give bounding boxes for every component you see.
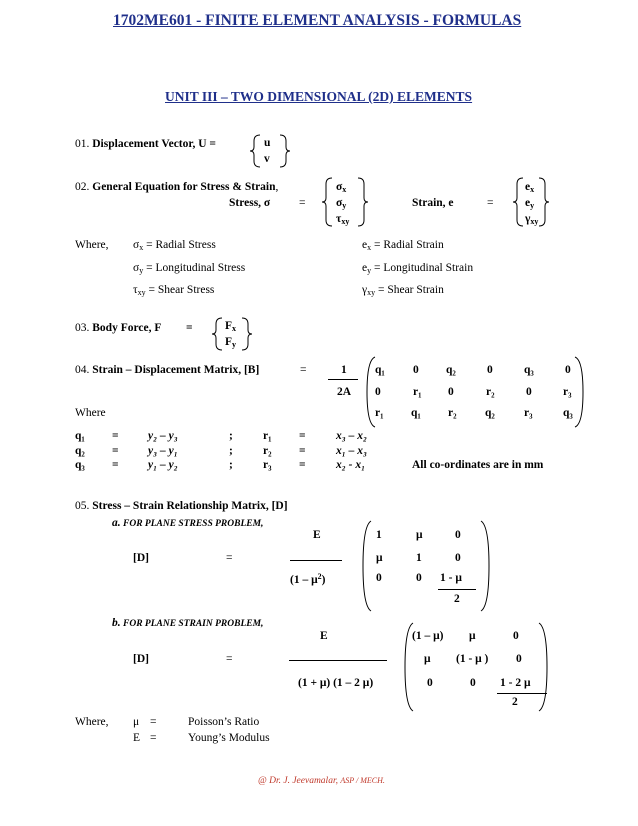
d-cell: 1 - μ bbox=[440, 572, 462, 584]
section-03-heading: 03. Body Force, F bbox=[75, 322, 162, 334]
plane-stress-denominator: $(1 - \mu^2)$ bbox=[290, 572, 326, 586]
strain-equals: = bbox=[487, 197, 494, 209]
b-cell: q₂ bbox=[485, 407, 495, 419]
d-cell: 0 bbox=[427, 677, 433, 689]
def-equals: = bbox=[299, 459, 306, 471]
stress-label: Stress, σ bbox=[229, 197, 271, 209]
force-fx: $F_x$ bbox=[225, 320, 237, 333]
d-cell: μ bbox=[469, 630, 476, 642]
b-matrix-brackets bbox=[365, 356, 585, 428]
section-02-heading: 02. General Equation for Stress & Strain, bbox=[75, 181, 279, 193]
plane-stress-lhs: [D] bbox=[133, 552, 149, 564]
d-cell-fraction-bar bbox=[438, 589, 476, 590]
footer-role: ASP / MECH. bbox=[340, 776, 385, 785]
b-cell: q₁ bbox=[411, 407, 421, 419]
q3-value: y₁ – y₂ bbox=[148, 459, 178, 471]
q3-symbol: q₃ bbox=[75, 459, 85, 471]
mu-equals: = bbox=[150, 716, 157, 728]
def-equals: = bbox=[299, 430, 306, 442]
vector-v: v bbox=[264, 153, 270, 165]
b-cell: 0 bbox=[565, 364, 571, 376]
plane-strain-denominator: (1 + μ) (1 – 2 μ) bbox=[298, 677, 374, 689]
r2-value: x₁ – x₃ bbox=[336, 445, 368, 457]
b-fraction-denominator: 2A bbox=[337, 386, 352, 398]
section-01-heading: 01. Displacement Vector, U = bbox=[75, 138, 216, 150]
def-equals: = bbox=[112, 430, 119, 442]
plane-strain-numerator: E bbox=[320, 630, 328, 642]
strain-e-x: $e_x$ bbox=[525, 181, 535, 194]
def-semicolon: ; bbox=[229, 430, 233, 442]
r2-symbol: r₂ bbox=[263, 445, 272, 457]
d-cell: μ bbox=[376, 552, 383, 564]
b-cell: r₃ bbox=[524, 407, 533, 419]
r1-value: x₃ – x₂ bbox=[336, 430, 368, 442]
d-cell: 1 bbox=[376, 529, 382, 541]
d-cell: 0 bbox=[455, 529, 461, 541]
plane-stress-fraction-bar bbox=[290, 560, 342, 561]
def-semicolon: ; bbox=[229, 445, 233, 457]
section-05-heading: 05. Stress – Strain Relationship Matrix, [D] bbox=[75, 500, 288, 512]
d-cell: (1 - μ ) bbox=[456, 653, 489, 665]
b-cell: r₂ bbox=[486, 386, 495, 398]
b-cell: 0 bbox=[526, 386, 532, 398]
q1-value: y₂ – y₃ bbox=[148, 430, 178, 442]
d-cell: 0 bbox=[376, 572, 382, 584]
where-label-04: Where bbox=[75, 407, 106, 419]
strain-def-radial: $e_x$ = Radial Strain bbox=[362, 239, 444, 252]
def-equals: = bbox=[112, 445, 119, 457]
d-cell: 1 bbox=[416, 552, 422, 564]
stress-def-shear: $\tau_{xy}$ = Shear Stress bbox=[133, 284, 215, 297]
force-fy: $F_y$ bbox=[225, 336, 237, 349]
vector-u: u bbox=[264, 137, 271, 149]
b-cell: r₁ bbox=[413, 386, 422, 398]
q2-value: y₃ – y₁ bbox=[148, 445, 178, 457]
b-matrix-equals: = bbox=[300, 364, 307, 376]
footer-author: @ Dr. J. Jeevamalar, bbox=[258, 776, 338, 786]
stress-def-longitudinal: $\sigma_y$ = Longitudinal Stress bbox=[133, 262, 246, 275]
b-cell: 0 bbox=[375, 386, 381, 398]
strain-label: Strain, e bbox=[412, 197, 454, 209]
mu-symbol: μ bbox=[133, 716, 140, 728]
b-cell: q₂ bbox=[446, 364, 456, 376]
d-cell: 1 - 2 μ bbox=[500, 677, 531, 689]
stress-def-radial: $\sigma_x$ = Radial Stress bbox=[133, 239, 216, 252]
b-cell: 0 bbox=[413, 364, 419, 376]
b-cell: r₃ bbox=[563, 386, 572, 398]
plane-strain-equals: = bbox=[226, 653, 233, 665]
q2-symbol: q₂ bbox=[75, 445, 85, 457]
strain-e-y: $e_y$ bbox=[525, 197, 535, 210]
e-definition: Young’s Modulus bbox=[188, 732, 270, 744]
d-cell: 0 bbox=[455, 552, 461, 564]
def-equals: = bbox=[112, 459, 119, 471]
def-semicolon: ; bbox=[229, 459, 233, 471]
e-equals: = bbox=[150, 732, 157, 744]
stress-tau-xy: $\tau_{xy}$ bbox=[336, 213, 350, 226]
b-cell: q₁ bbox=[375, 364, 385, 376]
def-equals: = bbox=[299, 445, 306, 457]
b-cell: q₃ bbox=[524, 364, 534, 376]
plane-stress-equals: = bbox=[226, 552, 233, 564]
plane-strain-fraction-bar bbox=[289, 660, 387, 661]
stress-equals: = bbox=[299, 197, 306, 209]
body-force-equals: = bbox=[186, 322, 193, 334]
d-cell-denominator: 2 bbox=[454, 593, 460, 605]
strain-gamma-xy: $\gamma_{xy}$ bbox=[525, 213, 539, 226]
strain-def-shear: $\gamma_{xy}$ = Shear Strain bbox=[362, 284, 444, 297]
mu-definition: Poisson’s Ratio bbox=[188, 716, 260, 728]
stress-sigma-y: $\sigma_y$ bbox=[336, 197, 347, 210]
d-cell: (1 – μ) bbox=[412, 630, 444, 642]
plane-stress-numerator: E bbox=[313, 529, 321, 541]
d-cell: 0 bbox=[470, 677, 476, 689]
d-cell-fraction-bar bbox=[497, 693, 547, 694]
plane-strain-heading: b. FOR PLANE STRAIN PROBLEM, bbox=[112, 617, 264, 629]
b-fraction-numerator: 1 bbox=[341, 364, 347, 376]
b-cell: 0 bbox=[487, 364, 493, 376]
d-cell: 0 bbox=[513, 630, 519, 642]
r3-symbol: r₃ bbox=[263, 459, 272, 471]
unit-title: UNIT III – TWO DIMENSIONAL (2D) ELEMENTS bbox=[165, 89, 473, 104]
e-symbol: E bbox=[133, 732, 141, 744]
plane-strain-lhs: [D] bbox=[133, 653, 149, 665]
footer-credit bbox=[258, 776, 385, 786]
d-cell: 0 bbox=[516, 653, 522, 665]
b-fraction-bar bbox=[328, 379, 358, 380]
d-cell: μ bbox=[416, 529, 423, 541]
b-cell: r₁ bbox=[375, 407, 384, 419]
section-04-heading: 04. Strain – Displacement Matrix, [B] bbox=[75, 364, 260, 376]
plane-stress-heading: a. FOR PLANE STRESS PROBLEM, bbox=[112, 517, 264, 529]
page-title: 1702ME601 - FINITE ELEMENT ANALYSIS - FORMULAS bbox=[113, 12, 522, 29]
b-cell: 0 bbox=[448, 386, 454, 398]
b-cell: q₃ bbox=[563, 407, 573, 419]
d-cell: 0 bbox=[416, 572, 422, 584]
q1-symbol: q₁ bbox=[75, 430, 85, 442]
coordinates-note: All co-ordinates are in mm bbox=[412, 459, 544, 471]
where-label-02: Where, bbox=[75, 239, 109, 251]
r3-value: x₂ - x₁ bbox=[336, 459, 366, 471]
b-cell: r₂ bbox=[448, 407, 457, 419]
strain-def-longitudinal: $e_y$ = Longitudinal Strain bbox=[362, 262, 474, 275]
where-label-05: Where, bbox=[75, 716, 109, 728]
d-cell: μ bbox=[424, 653, 431, 665]
stress-sigma-x: $\sigma_x$ bbox=[336, 181, 347, 194]
r1-symbol: r₁ bbox=[263, 430, 272, 442]
d-cell-denominator: 2 bbox=[512, 696, 518, 708]
